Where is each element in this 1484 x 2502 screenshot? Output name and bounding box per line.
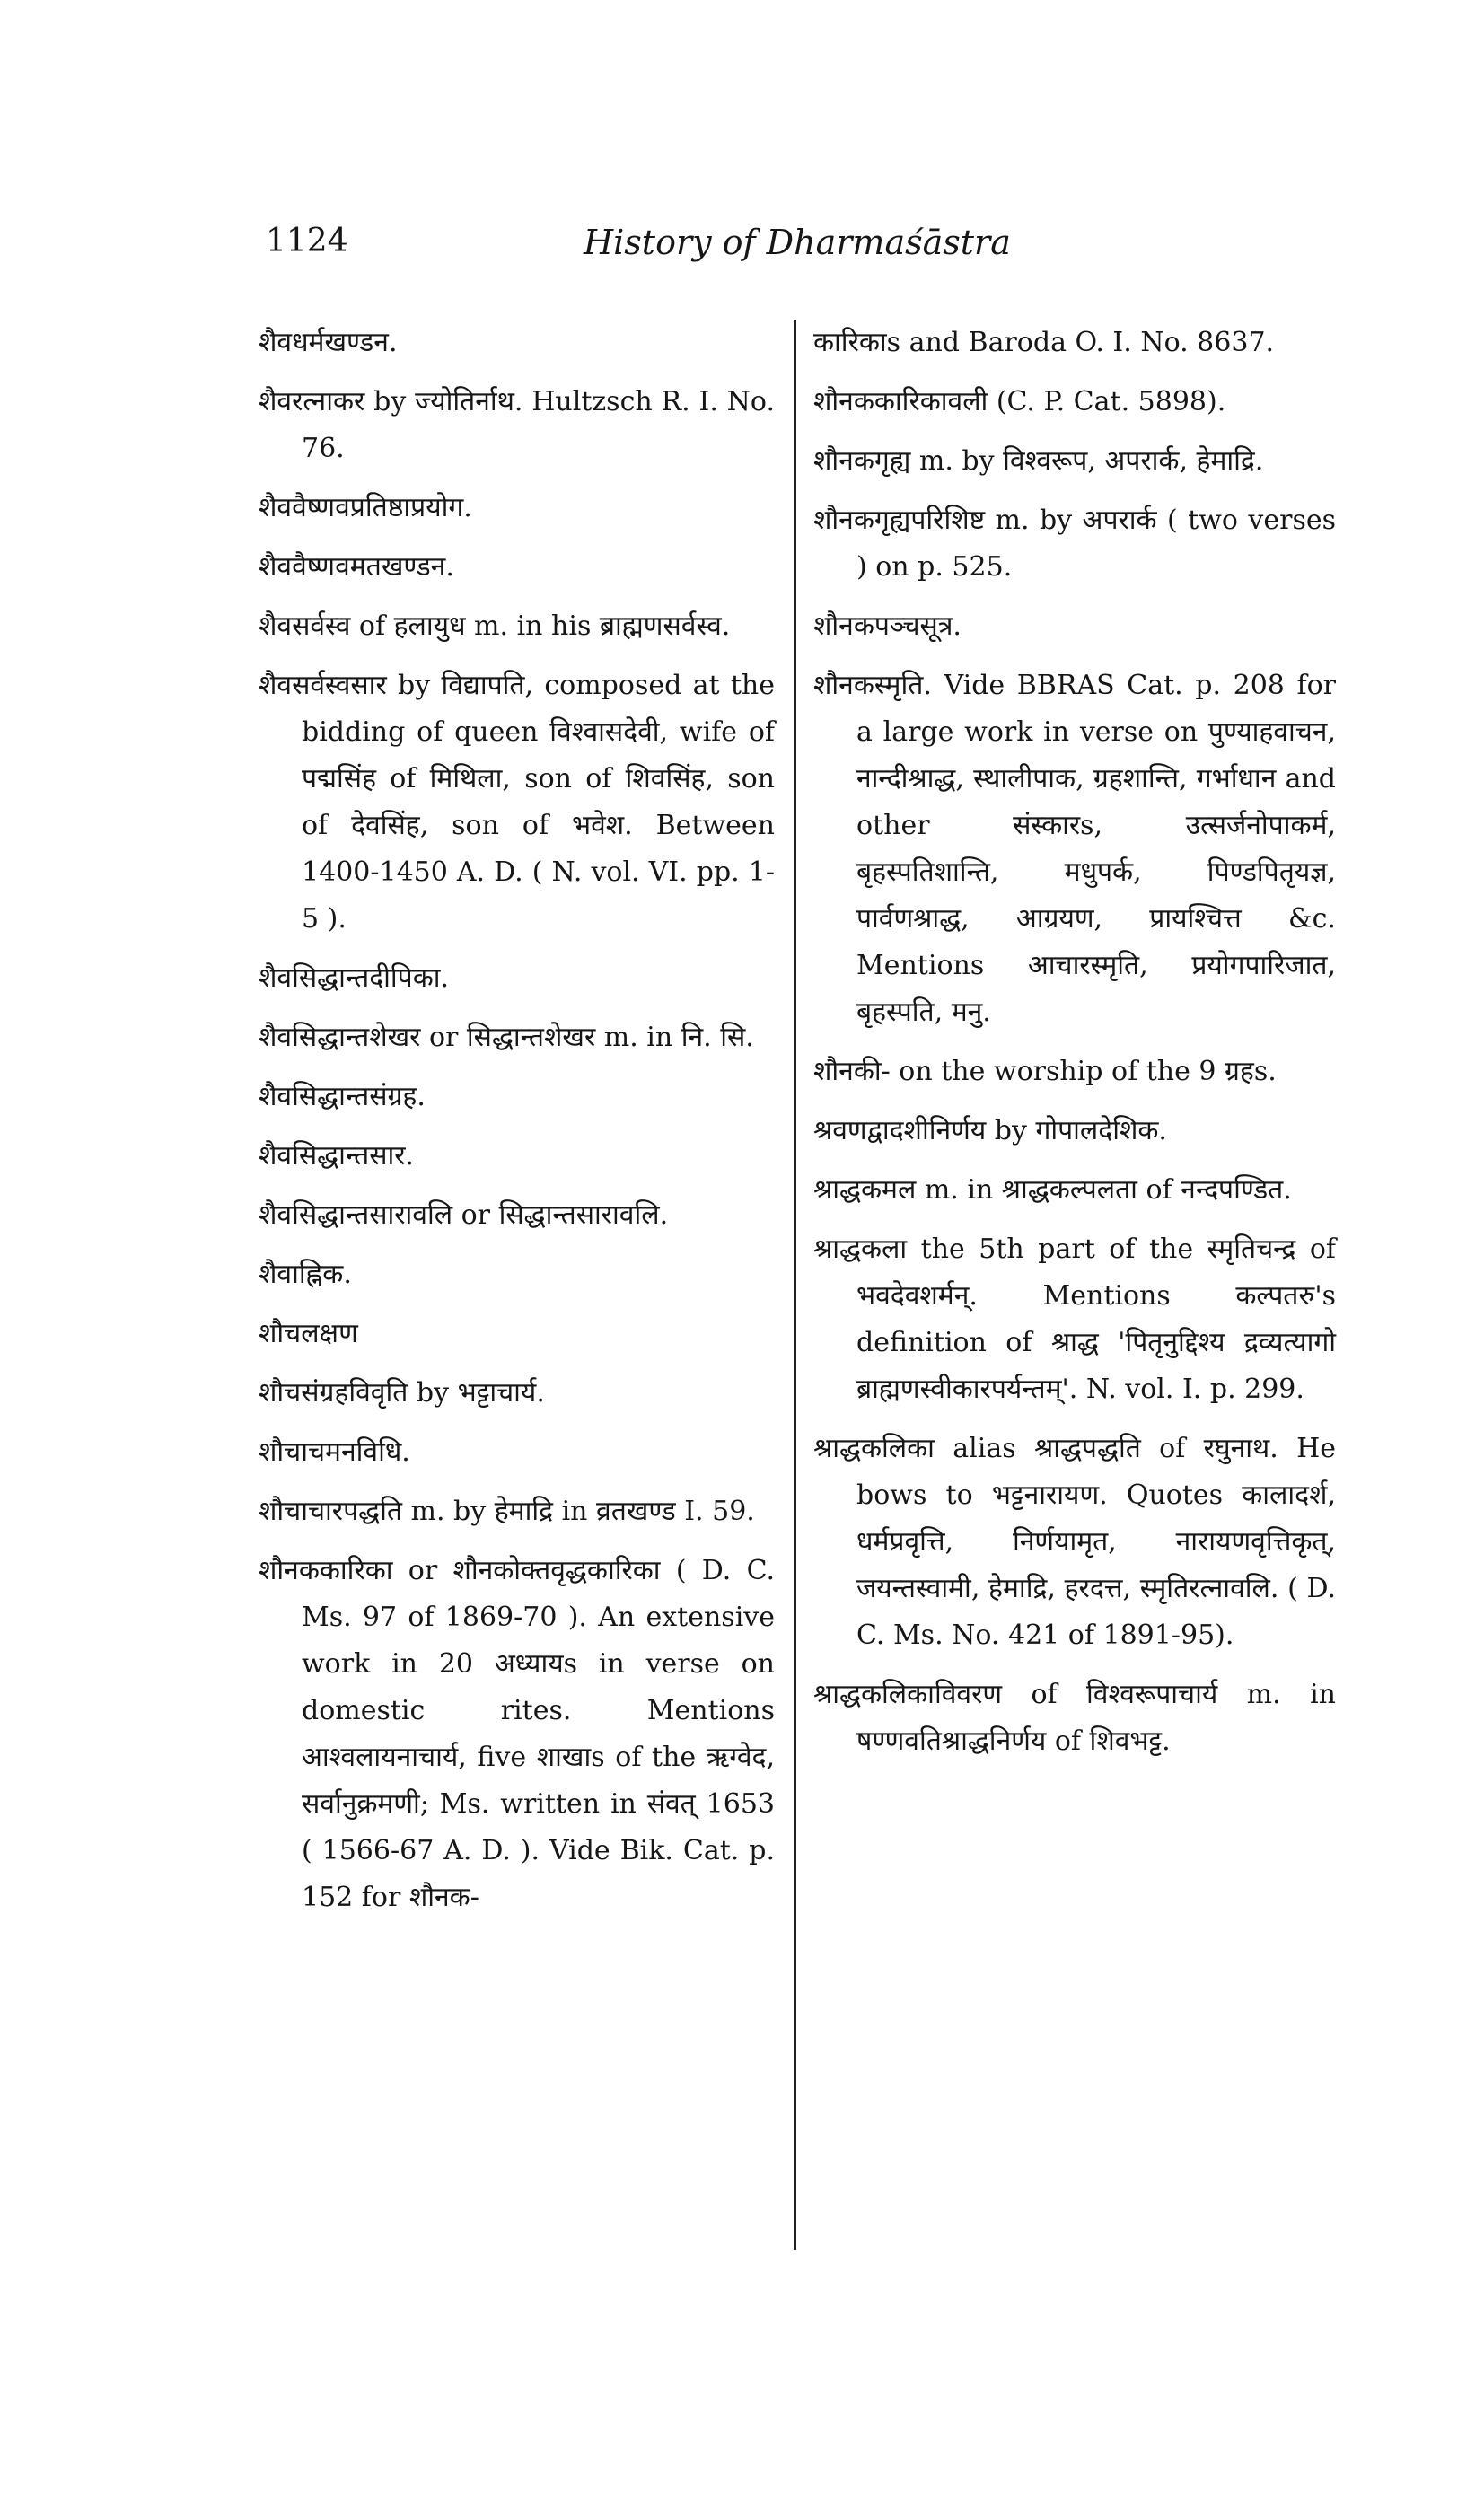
dictionary-entry: शैवरत्नाकर by ज्योतिर्नाथ. Hultzsch R. I. No. 76.: [259, 386, 775, 464]
dictionary-entry: शौनकी- on the worship of the 9 ग्रहs.: [813, 1056, 1277, 1087]
dictionary-entry: श्राद्धकलिका alias श्राद्धपद्धति of रघुनाथ. He bows to भट्टनारायण. Quotes कालादर्श, धर्मप्रवृत्ति, निर्णयामृत, नारायणवृत्तिकृत्, जयन्तस्वामी, हेमाद्रि, हरदत्त, स्मृतिरत्नावलि. ( D. C. Ms. No. 421 of 1891-95).: [813, 1433, 1336, 1651]
dictionary-entry: शौचाचारपद्धति m. by हेमाद्रि in व्रतखण्ड I. 59.: [259, 1496, 755, 1527]
dictionary-entry: शैवसिद्धान्तशेखर or सिद्धान्तशेखर m. in नि. सि.: [259, 1022, 754, 1053]
dictionary-entry: शौचलक्षण: [259, 1318, 358, 1349]
dictionary-entry: शौचसंग्रहविवृति by भट्टाचार्य.: [259, 1377, 545, 1409]
dictionary-entry: शौनकपञ्चसूत्र.: [813, 610, 962, 642]
dictionary-entry: शैववैष्णवप्रतिष्ठाप्रयोग.: [259, 492, 472, 523]
dictionary-entry: शौनकगृह्यपरिशिष्ट m. by अपरार्क ( two verses ) on p. 525.: [813, 505, 1336, 583]
page-header: [0, 223, 1484, 277]
dictionary-entry: श्रवणद्वादशीनिर्णय by गोपालदेशिक.: [813, 1115, 1167, 1146]
dictionary-entry: कारिकाs and Baroda O. I. No. 8637.: [813, 327, 1275, 358]
dictionary-entry: शौनकस्मृति. Vide BBRAS Cat. p. 208 for a large work in verse on पुण्याहवाचन, नान्दीश्राद्ध, स्थालीपाक, ग्रहशान्ति, गर्भाधान and other संस्कारs, उत्सर्जनोपाकर्म, बृहस्पतिशान्ति, मधुपर्क, पिण्डपितृयज्ञ, पार्वणश्राद्ध, आग्रयण, प्रायश्चित्त &c. Mentions आचारस्मृति, प्रयोगपारिजात, बृहस्पति, मनु.: [813, 670, 1336, 1028]
running-title: History of Dharmaśāstra: [584, 223, 1011, 262]
dictionary-entry: श्राद्धकला the 5th part of the स्मृतिचन्द्र of भवदेवशर्मन्. Mentions कल्पतरु's definition of श्राद्ध 'पितृनुद्दिश्य द्रव्यत्यागो ब्राह्मणस्वीकारपर्यन्तम्'. N. vol. I. p. 299.: [813, 1233, 1336, 1405]
dictionary-entry: श्राद्धकलिकाविवरण of विश्वरूपाचार्य m. in षण्णवतिश्राद्धनिर्णय of शिवभट्ट.: [813, 1679, 1336, 1757]
column-divider: [794, 320, 796, 2250]
dictionary-entry: शैवसिद्धान्तदीपिका.: [259, 962, 450, 994]
dictionary-entry: शैवसिद्धान्तसारावलि or सिद्धान्तसारावलि.: [259, 1199, 669, 1231]
dictionary-entry: शौनकगृह्य m. by विश्वरूप, अपरार्क, हेमाद्रि.: [813, 445, 1264, 477]
page-number: 1124: [266, 223, 348, 259]
dictionary-entry: शौचाचमनविधि.: [259, 1436, 410, 1468]
dictionary-entry: शैवसिद्धान्तसंग्रह.: [259, 1081, 426, 1112]
dictionary-entry: शौनककारिका or शौनकोक्तवृद्धकारिका ( D. C. Ms. 97 of 1869-70 ). An extensive work in 20 अध्यायs in verse on domestic rites. Mentions आश्वलायनाचार्य, five शाखाs of the ऋग्वेद, सर्वानुक्रमणी; Ms. written in संवत् 1653 ( 1566-67 A. D. ). Vide Bik. Cat. p. 152 for शौनक-: [259, 1555, 775, 1913]
dictionary-entry: श्राद्धकमल m. in श्राद्धकल्पलता of नन्दपण्डित.: [813, 1174, 1292, 1206]
dictionary-entry: शौनककारिकावली (C. P. Cat. 5898).: [813, 386, 1226, 417]
dictionary-entry: शैवधर्मखण्डन.: [259, 327, 398, 358]
left-column: [259, 320, 775, 1934]
right-column: [813, 320, 1336, 1778]
dictionary-entry: शैववैष्णवमतखण्डन.: [259, 551, 454, 583]
dictionary-entry: शैवसर्वस्वसार by विद्यापति, composed at the bidding of queen विश्वासदेवी, wife of पद्मसिंह of मिथिला, son of शिवसिंह, son of देवसिंह, son of भवेश. Between 1400-1450 A. D. ( N. vol. VI. pp. 1-5 ).: [259, 670, 775, 935]
dictionary-entry: शैवाह्निक.: [259, 1259, 352, 1290]
dictionary-entry: शैवसिद्धान्तसार.: [259, 1140, 415, 1172]
dictionary-entry: शैवसर्वस्व of हलायुध m. in his ब्राह्मणसर्वस्व.: [259, 610, 731, 642]
